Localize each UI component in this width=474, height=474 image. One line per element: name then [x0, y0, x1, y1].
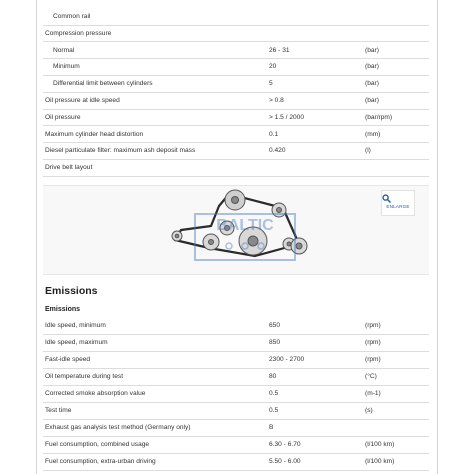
- spec-unit: (°C): [365, 373, 377, 380]
- spec-unit: (rpm): [365, 356, 381, 363]
- spec-unit: (rpm): [365, 339, 381, 346]
- spec-value: 5: [269, 80, 273, 88]
- spec-unit: (bar): [365, 97, 379, 104]
- spec-label: Test time: [45, 407, 72, 414]
- engine-spec-row: [43, 26, 429, 43]
- emission-spec-row: [43, 352, 429, 369]
- spec-value: 650: [269, 322, 281, 329]
- spec-unit: (bar): [365, 46, 379, 54]
- spec-label: Fuel consumption, combined usage: [45, 441, 150, 448]
- engine-spec-row: [43, 9, 429, 26]
- spec-value: 26 - 31: [269, 46, 290, 54]
- spec-value: 80: [269, 373, 277, 380]
- emission-spec-row: [43, 335, 429, 352]
- magnifier-icon: [382, 194, 391, 203]
- enlarge-label: ENLARGE: [386, 204, 410, 209]
- spec-label: Oil pressure at idle speed: [45, 97, 120, 104]
- emission-spec-row: [43, 369, 429, 386]
- spec-label: Corrected smoke absorption value: [45, 390, 146, 397]
- spec-unit: (rpm): [365, 322, 381, 329]
- subsection-title-emissions: Emissions: [45, 306, 81, 313]
- engine-spec-row: [43, 160, 429, 177]
- spec-label: Idle speed, maximum: [45, 339, 108, 346]
- drive-belt-illustration: [43, 186, 429, 276]
- spec-value: B: [269, 424, 274, 431]
- spec-value: 2300 - 2700: [269, 356, 305, 363]
- drive-belt-diagram[interactable]: [43, 185, 429, 275]
- emission-spec-row: [43, 403, 429, 420]
- spec-value: 5.50 - 6.00: [269, 458, 301, 465]
- spec-unit: (bar): [365, 80, 379, 88]
- spec-value: 6.30 - 6.70: [269, 441, 301, 448]
- spec-label: Oil pressure: [45, 113, 81, 121]
- spec-value: 0.1: [269, 130, 279, 138]
- spec-label: Maximum cylinder head distortion: [45, 130, 144, 138]
- spec-label: Fuel consumption, extra-urban driving: [45, 458, 156, 465]
- spec-value: 0.5: [269, 390, 279, 397]
- spec-unit: (mm): [365, 130, 381, 138]
- spec-value: > 1.5 / 2000: [269, 113, 305, 121]
- spec-panel: [36, 0, 438, 474]
- spec-unit: (l/100 km): [365, 441, 395, 448]
- engine-spec-row: [43, 110, 429, 127]
- spec-label: Common rail: [53, 13, 91, 20]
- spec-unit: (l): [365, 147, 371, 155]
- spec-unit: (bar): [365, 63, 379, 71]
- spec-unit: (bar/rpm): [365, 113, 393, 121]
- engine-spec-row: [43, 143, 429, 160]
- engine-spec-row: [43, 127, 429, 144]
- engine-spec-row: [43, 76, 429, 93]
- spec-unit: (s): [365, 407, 373, 414]
- spec-label: Minimum: [53, 63, 80, 71]
- spec-label: Differential limit between cylinders: [53, 80, 153, 88]
- spec-value: 0.5: [269, 407, 279, 414]
- engine-spec-row: [43, 43, 429, 60]
- enlarge-button[interactable]: [381, 190, 415, 216]
- spec-value: 850: [269, 339, 281, 346]
- engine-spec-row: [43, 59, 429, 76]
- spec-label: Idle speed, minimum: [45, 322, 106, 329]
- svg-text:BALTIC: BALTIC: [216, 217, 274, 234]
- spec-label: Exhaust gas analysis test method (Germany only): [45, 424, 191, 431]
- emission-spec-row: [43, 454, 429, 471]
- emission-spec-row: [43, 318, 429, 335]
- emission-spec-row: [43, 386, 429, 403]
- spec-label: Fast-idle speed: [45, 356, 91, 363]
- spec-label: Oil temperature during test: [45, 373, 124, 380]
- spec-label: Compression pressure: [45, 29, 112, 37]
- emission-spec-row: [43, 437, 429, 454]
- spec-label: Normal: [53, 46, 75, 54]
- spec-value: > 0.8: [269, 97, 284, 104]
- spec-unit: (m-1): [365, 390, 381, 397]
- engine-spec-row: [43, 93, 429, 110]
- crankshaft-pulley: [225, 190, 245, 210]
- section-title-emissions: Emissions: [45, 285, 98, 297]
- emission-spec-row: [43, 420, 429, 437]
- spec-value: 0.420: [269, 147, 286, 155]
- spec-label: Drive belt layout: [45, 164, 93, 172]
- spec-unit: (l/100 km): [365, 458, 395, 465]
- spec-label: Diesel particulate filter: maximum ash deposit mass: [45, 147, 196, 155]
- spec-value: 20: [269, 63, 277, 71]
